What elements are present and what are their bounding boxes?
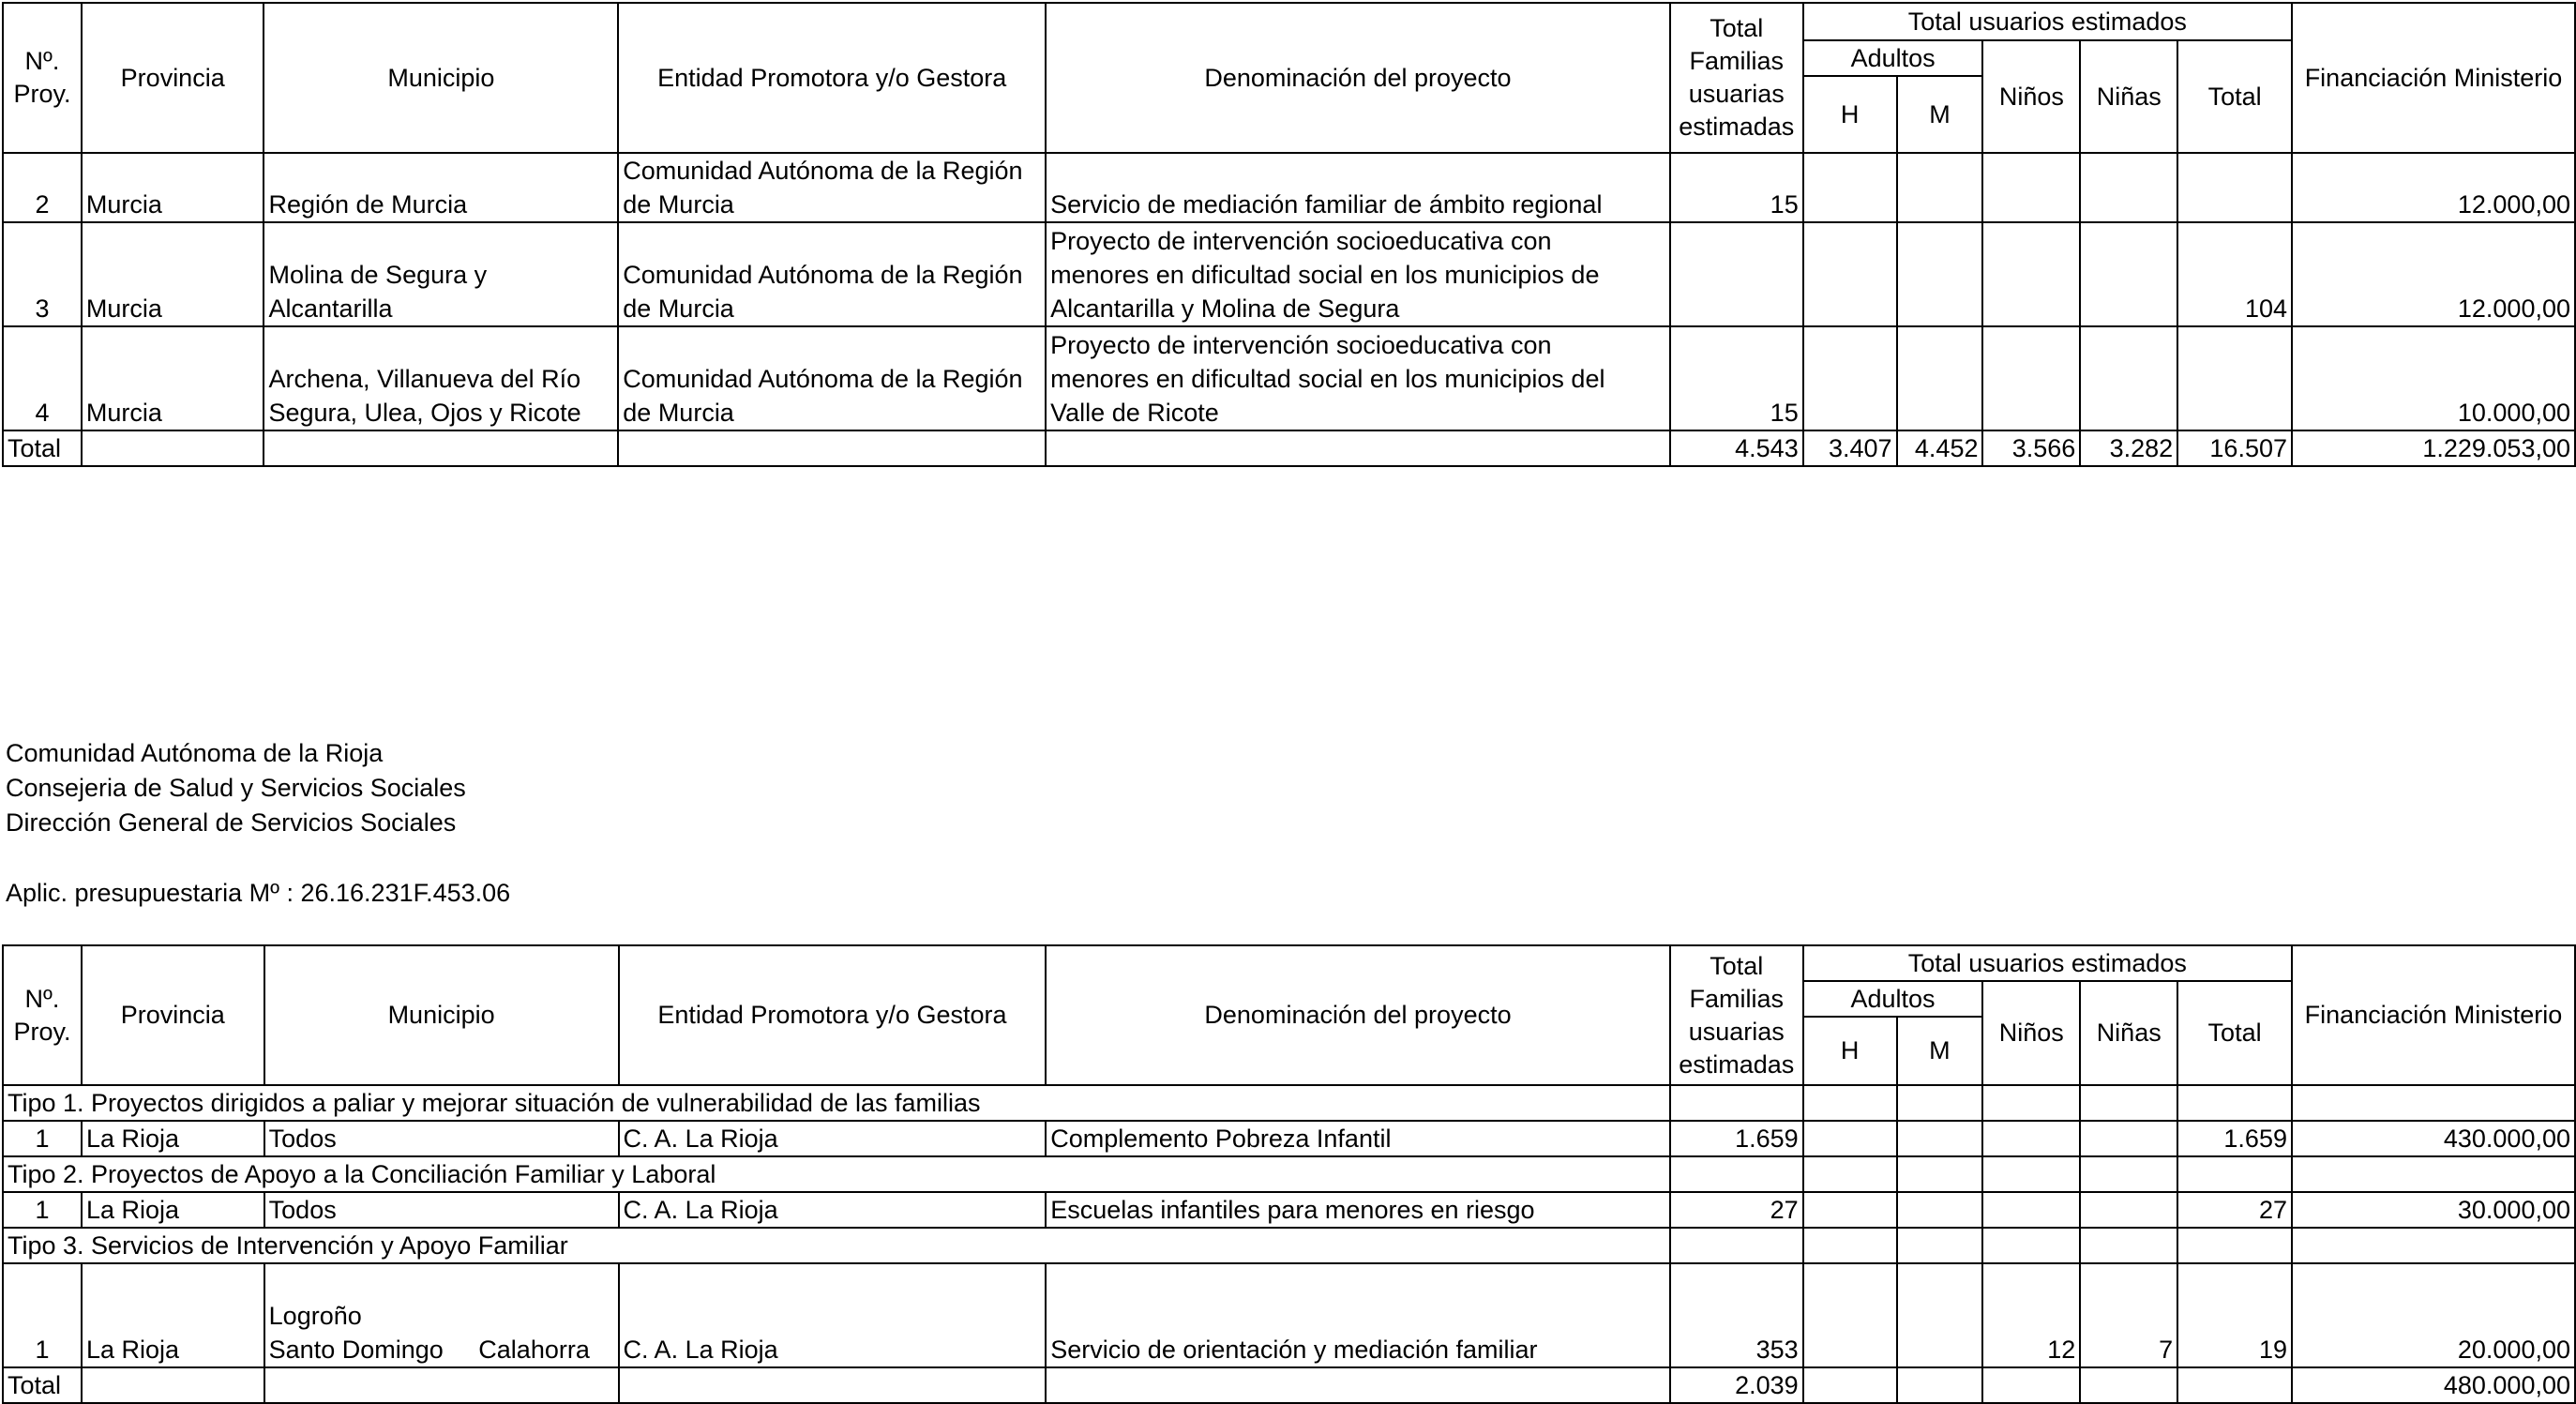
- cell-ninas: [2080, 326, 2177, 430]
- cell-provincia: Murcia: [82, 153, 264, 222]
- cell-entidad: Comunidad Autónoma de la Región de Murcia: [618, 153, 1046, 222]
- header-denominacion: Denominación del proyecto: [1046, 945, 1669, 1085]
- cell-entidad: Comunidad Autónoma de la Región de Murcia: [618, 326, 1046, 430]
- cell-familias: 1.659: [1670, 1121, 1803, 1156]
- cell-ninos: 12: [1982, 1263, 2080, 1367]
- cell-provincia: La Rioja: [82, 1263, 264, 1367]
- cell-total: [2177, 153, 2292, 222]
- cell-provincia: Murcia: [82, 222, 264, 326]
- header-total: Total: [2177, 981, 2292, 1085]
- cell-entidad: C. A. La Rioja: [619, 1192, 1047, 1228]
- cell-financiacion: 30.000,00: [2292, 1192, 2575, 1228]
- cell-total: 1.659: [2177, 1121, 2292, 1156]
- cell-ninos: [1982, 1121, 2080, 1156]
- cell-financiacion: 12.000,00: [2292, 153, 2575, 222]
- table-row: [3, 1263, 2575, 1367]
- header-provincia: Provincia: [82, 3, 264, 153]
- cell-denominacion: Servicio de mediación familiar de ámbito regional: [1046, 153, 1670, 222]
- cell-total: [2177, 326, 2292, 430]
- header-ninos: Niños: [1982, 981, 2080, 1085]
- cell-municipio: Archena, Villanueva del Río Segura, Ulea, Ojos y Ricote: [264, 326, 618, 430]
- header-ninas: Niñas: [2080, 40, 2177, 153]
- cell-nro: 3: [3, 222, 82, 326]
- murcia-projects-table: [2, 2, 2576, 467]
- total-familias: 2.039: [1670, 1367, 1803, 1403]
- cell-total: 27: [2177, 1192, 2292, 1228]
- cell-denominacion: Complemento Pobreza Infantil: [1046, 1121, 1669, 1156]
- table-row: [3, 222, 2575, 326]
- total-financiacion: 1.229.053,00: [2292, 430, 2575, 466]
- cell-familias: [1670, 222, 1803, 326]
- cell-entidad: C. A. La Rioja: [619, 1121, 1047, 1156]
- org-line-comunidad: Comunidad Autónoma de la Rioja: [6, 739, 384, 767]
- cell-total: 104: [2177, 222, 2292, 326]
- header-h: H: [1803, 76, 1897, 153]
- section-tipo-1: Tipo 1. Proyectos dirigidos a paliar y mejorar situación de vulnerabilidad de las familias: [3, 1085, 1670, 1121]
- cell-ninas: [2080, 1121, 2177, 1156]
- cell-provincia: La Rioja: [82, 1121, 264, 1156]
- header-financiacion: Financiación Ministerio: [2292, 945, 2575, 1085]
- cell-ninos: [1982, 153, 2080, 222]
- header-total: Total: [2177, 40, 2292, 153]
- cell-familias: 353: [1670, 1263, 1803, 1367]
- total-ninos: 3.566: [1982, 430, 2080, 466]
- cell-financiacion: 10.000,00: [2292, 326, 2575, 430]
- cell-ninos: [1982, 326, 2080, 430]
- cell-municipio: Región de Murcia: [264, 153, 618, 222]
- header-h: H: [1803, 1017, 1897, 1085]
- total-row: [3, 430, 2575, 466]
- cell-ninas: 7: [2080, 1263, 2177, 1367]
- header-municipio: Municipio: [264, 945, 619, 1085]
- header-usuarios: Total usuarios estimados: [1803, 945, 2292, 981]
- cell-h: [1803, 326, 1897, 430]
- total-familias: 4.543: [1670, 430, 1803, 466]
- cell-financiacion: 20.000,00: [2292, 1263, 2575, 1367]
- total-row: [3, 1367, 2575, 1403]
- cell-familias: 27: [1670, 1192, 1803, 1228]
- cell-municipio: Todos: [264, 1192, 619, 1228]
- cell-provincia: La Rioja: [82, 1192, 264, 1228]
- header-nro: Nº. Proy.: [3, 945, 82, 1085]
- header-nro: Nº. Proy.: [3, 3, 82, 153]
- cell-nro: 1: [3, 1121, 82, 1156]
- section-row: [3, 1228, 2575, 1263]
- header-usuarios: Total usuarios estimados: [1803, 3, 2292, 40]
- budget-line: [6, 876, 510, 911]
- header-provincia: Provincia: [82, 945, 264, 1085]
- table-row: [3, 1192, 2575, 1228]
- table-row: [3, 1121, 2575, 1156]
- header-ninas: Niñas: [2080, 981, 2177, 1085]
- section-row: [3, 1085, 2575, 1121]
- cell-familias: 15: [1670, 326, 1803, 430]
- total-label: Total: [3, 430, 82, 466]
- header-m: M: [1897, 1017, 1983, 1085]
- cell-municipio: Molina de Segura y Alcantarilla: [264, 222, 618, 326]
- cell-provincia: Murcia: [82, 326, 264, 430]
- org-line-direccion: Dirección General de Servicios Sociales: [6, 808, 457, 837]
- total-financiacion: 480.000,00: [2292, 1367, 2575, 1403]
- cell-total: 19: [2177, 1263, 2292, 1367]
- header-ninos: Niños: [1982, 40, 2080, 153]
- header-financiacion: Financiación Ministerio: [2292, 3, 2575, 153]
- cell-municipio: Logroño Santo Domingo Calahorra: [264, 1263, 619, 1367]
- section-tipo-2: Tipo 2. Proyectos de Apoyo a la Conciliación Familiar y Laboral: [3, 1156, 1670, 1192]
- cell-financiacion: 12.000,00: [2292, 222, 2575, 326]
- cell-entidad: Comunidad Autónoma de la Región de Murcia: [618, 222, 1046, 326]
- cell-denominacion: Proyecto de intervención socioeducativa con menores en dificultad social en los municipios del Valle de Ricote: [1046, 326, 1670, 430]
- total-label: Total: [3, 1367, 82, 1403]
- cell-ninas: [2080, 222, 2177, 326]
- header-municipio: Municipio: [264, 3, 618, 153]
- header-familias: Total Familias usuarias estimadas: [1670, 945, 1803, 1085]
- table-row: [3, 153, 2575, 222]
- cell-municipio: Todos: [264, 1121, 619, 1156]
- header-entidad: Entidad Promotora y/o Gestora: [618, 3, 1046, 153]
- header-m: M: [1897, 76, 1983, 153]
- cell-financiacion: 430.000,00: [2292, 1121, 2575, 1156]
- header-denominacion: Denominación del proyecto: [1046, 3, 1670, 153]
- cell-m: [1897, 153, 1983, 222]
- section-tipo-3: Tipo 3. Servicios de Intervención y Apoyo Familiar: [3, 1228, 1670, 1263]
- header-adultos: Adultos: [1803, 40, 1983, 76]
- cell-entidad: C. A. La Rioja: [619, 1263, 1047, 1367]
- cell-denominacion: Proyecto de intervención socioeducativa con menores en dificultad social en los municipios de Alcantarilla y Molina de Segura: [1046, 222, 1670, 326]
- total-ninas: 3.282: [2080, 430, 2177, 466]
- cell-ninos: [1982, 1192, 2080, 1228]
- org-header: [6, 736, 466, 840]
- cell-nro: 1: [3, 1192, 82, 1228]
- total-m: 4.452: [1897, 430, 1983, 466]
- aplic-presupuestaria: Aplic. presupuestaria Mº : 26.16.231F.453.06: [6, 879, 511, 907]
- total-h: 3.407: [1803, 430, 1897, 466]
- rioja-projects-table: [2, 944, 2576, 1404]
- section-row: [3, 1156, 2575, 1192]
- cell-m: [1897, 326, 1983, 430]
- cell-nro: 2: [3, 153, 82, 222]
- cell-m: [1897, 222, 1983, 326]
- cell-ninos: [1982, 222, 2080, 326]
- cell-denominacion: Servicio de orientación y mediación familiar: [1046, 1263, 1669, 1367]
- header-adultos: Adultos: [1803, 981, 1983, 1017]
- total-total: 16.507: [2177, 430, 2292, 466]
- cell-h: [1803, 222, 1897, 326]
- cell-nro: 4: [3, 326, 82, 430]
- cell-ninas: [2080, 1192, 2177, 1228]
- header-entidad: Entidad Promotora y/o Gestora: [619, 945, 1047, 1085]
- cell-denominacion: Escuelas infantiles para menores en riesgo: [1046, 1192, 1669, 1228]
- cell-familias: 15: [1670, 153, 1803, 222]
- cell-ninas: [2080, 153, 2177, 222]
- table-row: [3, 326, 2575, 430]
- cell-h: [1803, 153, 1897, 222]
- cell-nro: 1: [3, 1263, 82, 1367]
- org-line-consejeria: Consejeria de Salud y Servicios Sociales: [6, 774, 466, 802]
- header-familias: Total Familias usuarias estimadas: [1670, 3, 1803, 153]
